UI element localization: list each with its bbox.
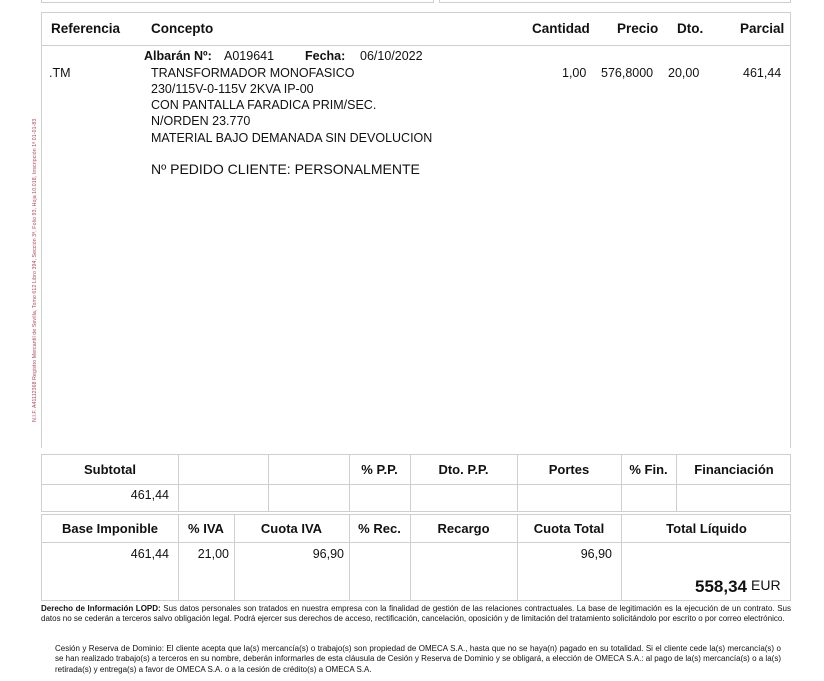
side-registry-text: N.I.F. A41112368 Registro Mercantil de Sevilla, Tomo 612 Libro 394, Sección 3ª, Folio 93, Hoja 10.018, Inscripción 1ª 01-01-83 <box>32 118 38 422</box>
header-cuota-iva: Cuota IVA <box>260 521 323 536</box>
cesion-notice: Cesión y Reserva de Dominio: El cliente acepta que la(s) mercancía(s) o trabajo(s) son propiedad de OMECA S.A., hasta que no se haya(n) pagado en su totalidad. Si el cliente cede la(s) mercancía(s) o se han realizado trabajo(s) a terceros en su nombre, deberán informarles de esta cláusula de Cesión y Reserva de Dominio y se obligará, a elección de OMECA S.A.: al pago de la(s) mercancía(s) o a la(s) retirada(s) y entrega(s) a favor de OMECA S.A. o a la cesión de crédito(s) a OMECA S.A. <box>55 644 781 674</box>
items-table-header <box>42 13 790 46</box>
header-concepto: Concepto <box>151 21 214 36</box>
base-imponible-value: 461,44 <box>130 547 169 561</box>
item-parcial: 461,44 <box>743 66 782 80</box>
header-recargo: Recargo <box>437 521 490 536</box>
item-concept-line: TRANSFORMADOR MONOFASICO <box>151 66 355 80</box>
item-cantidad: 1,00 <box>562 66 587 80</box>
header-total-liquido: Total Líquido <box>666 521 747 536</box>
pedido-cliente: Nº PEDIDO CLIENTE: PERSONALMENTE <box>151 161 420 177</box>
subtotal-value: 461,44 <box>130 488 169 502</box>
item-referencia: .TM <box>49 66 71 80</box>
currency-label: EUR <box>751 577 781 593</box>
cuota-iva-value: 96,90 <box>312 547 344 561</box>
item-concept-line: MATERIAL BAJO DEMANADA SIN DEVOLUCION <box>151 131 433 145</box>
albaran-number: A019641 <box>224 49 275 63</box>
cuota-total-value: 96,90 <box>580 547 612 561</box>
lopd-notice <box>41 604 791 625</box>
top-box-right <box>439 0 791 3</box>
item-concept-line: CON PANTALLA FARADICA PRIM/SEC. <box>151 98 377 112</box>
header-rec: % Rec. <box>358 521 401 536</box>
header-referencia: Referencia <box>51 21 121 36</box>
lopd-title: Derecho de Información LOPD: <box>41 604 161 613</box>
item-concept-line: N/ORDEN 23.770 <box>151 114 251 128</box>
header-iva: % IVA <box>188 521 224 536</box>
totals-bottom-grid <box>41 514 791 601</box>
albaran-label: Albarán Nº: <box>144 49 212 63</box>
totals-top-grid <box>41 454 791 512</box>
header-base-imponible: Base Imponible <box>61 521 159 536</box>
item-precio: 576,8000 <box>601 66 654 80</box>
header-parcial: Parcial <box>740 21 785 36</box>
header-cuota-total: Cuota Total <box>533 521 605 536</box>
fecha-label: Fecha: <box>305 49 346 63</box>
iva-value: 21,00 <box>197 547 229 561</box>
header-subtotal: Subtotal <box>84 462 136 477</box>
header-pp: % P.P. <box>361 462 398 477</box>
header-financiacion: Financiación <box>694 462 774 477</box>
item-dto: 20,00 <box>668 66 700 80</box>
header-dto-pp: Dto. P.P. <box>438 462 489 477</box>
header-portes: Portes <box>548 462 590 477</box>
header-fin: % Fin. <box>629 462 668 477</box>
fecha-value: 06/10/2022 <box>360 49 423 63</box>
item-concept-line: 230/115V-0-115V 2KVA IP-00 <box>151 82 314 96</box>
total-liquido-value: 558,34 <box>695 577 747 596</box>
lopd-text: Sus datos personales son tratados en nuestra empresa con la finalidad de gestión de las relaciones contractuales. La base de legitimación es la ejecución de un contrato. Sus datos no se cederán a terceros salvo obligación legal. Podrá ejercer sus derechos de acceso, rectificación, cancelación, oposición y de limitación del tratamiento solicitándolo por escrito o por correo electrónico. <box>41 604 791 624</box>
top-box-left <box>41 0 434 3</box>
header-dto: Dto. <box>677 21 704 36</box>
header-cantidad: Cantidad <box>532 21 590 36</box>
header-precio: Precio <box>617 21 659 36</box>
